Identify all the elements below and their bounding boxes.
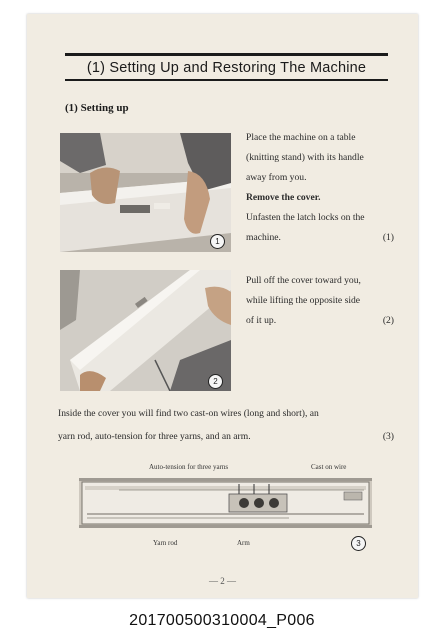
label-arm: Arm — [237, 539, 250, 547]
header-rule-bottom — [65, 79, 388, 81]
document-page — [27, 14, 418, 598]
label-auto-tension: Auto-tension for three yarns — [149, 463, 229, 471]
step-2-line-3-row — [246, 311, 394, 331]
step-1-ref: (1) — [382, 232, 394, 243]
photo-step-1 — [60, 133, 231, 252]
page-number: — 2 — — [209, 576, 236, 586]
photo-step-2 — [60, 270, 231, 391]
label-cast-on-wire: Cast on wire — [311, 463, 347, 471]
header-rule-top — [65, 53, 388, 56]
figure-badge-3: 3 — [351, 536, 366, 551]
photo-figure-3-illustration — [79, 478, 372, 528]
inside-cover-text — [58, 402, 394, 448]
photo-figure-3 — [79, 478, 372, 528]
step-2-line-2: while lifting the opposite side — [246, 295, 361, 306]
label-yarn-rod: Yarn rod — [153, 539, 178, 547]
page-title: (1) Setting Up and Restoring The Machine — [86, 60, 367, 76]
inside-line-1: Inside the cover you will find two cast-on wires (long and short), an — [58, 408, 319, 419]
step-1-line-1: Place the machine on a table — [246, 132, 356, 143]
inside-line-2-row — [58, 425, 394, 448]
archive-caption: 201700500310004_P006 — [129, 612, 315, 629]
step-1-line-3: away from you. — [246, 172, 307, 183]
step-1-text — [246, 128, 394, 248]
step-2-ref: (2) — [382, 315, 394, 326]
step-1-line-5-row — [246, 228, 394, 248]
step-1-bold-line: Remove the cover. — [246, 192, 321, 203]
step-1-line-2: (knitting stand) with its handle — [246, 152, 364, 163]
inside-ref: (3) — [382, 431, 394, 442]
photo-step-1-illustration — [60, 133, 231, 252]
figure-badge-2: 2 — [208, 374, 223, 389]
step-2-line-3: of it up. — [246, 315, 277, 326]
photo-step-2-illustration — [60, 270, 231, 391]
step-1-line-4: Unfasten the latch locks on the — [246, 212, 365, 223]
step-1-line-5: machine. — [246, 232, 281, 243]
section-heading: (1) Setting up — [65, 102, 129, 114]
figure-badge-1: 1 — [210, 234, 225, 249]
step-2-line-1: Pull off the cover toward you, — [246, 275, 361, 286]
step-2-text — [246, 271, 394, 331]
inside-line-2: yarn rod, auto-tension for three yarns, and an arm. — [58, 431, 251, 442]
